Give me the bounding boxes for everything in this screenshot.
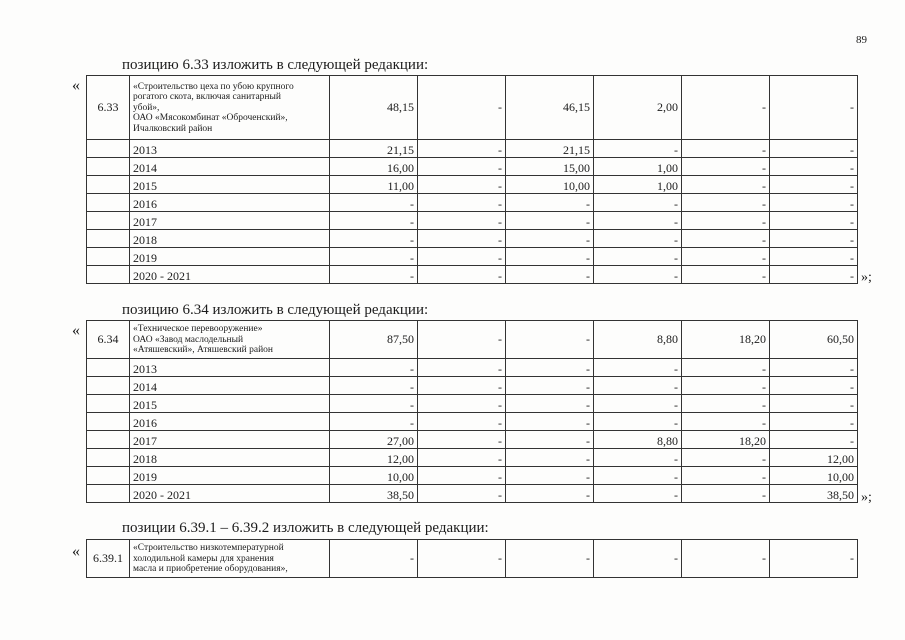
value-cell: - [330,266,418,284]
empty-cell [87,377,130,395]
value-cell: - [506,248,594,266]
year-cell: 2020 - 2021 [130,266,330,284]
value-cell: - [418,158,506,176]
value-cell: - [594,413,682,431]
value-cell: - [418,467,506,485]
value-cell: - [770,359,858,377]
value-cell: - [682,140,770,158]
empty-cell [87,158,130,176]
value-cell: 12,00 [770,449,858,467]
value-cell: 1,00 [594,176,682,194]
value-cell: - [770,377,858,395]
value-cell: 15,00 [506,158,594,176]
total-cell: - [506,321,594,359]
value-cell: - [770,158,858,176]
value-cell: - [506,449,594,467]
value-cell: - [418,485,506,503]
year-cell: 2013 [130,359,330,377]
table-row [87,140,858,158]
table-position-6-33 [86,75,858,284]
empty-cell [87,467,130,485]
value-cell: - [594,467,682,485]
total-cell: - [594,540,682,578]
quote-close-6-34: »; [861,490,872,505]
table-row [87,176,858,194]
value-cell: - [770,140,858,158]
value-cell: - [770,395,858,413]
year-cell: 2019 [130,467,330,485]
total-cell: 60,50 [770,321,858,359]
value-cell: - [682,230,770,248]
total-cell: - [682,540,770,578]
value-cell: - [682,248,770,266]
project-name-line: Ичалковский район [133,123,213,134]
value-cell: - [506,377,594,395]
value-cell: - [506,485,594,503]
value-cell: 21,15 [506,140,594,158]
year-cell: 2018 [130,449,330,467]
value-cell: - [682,467,770,485]
position-number: 6.33 [87,76,130,140]
project-name-line: ОАО «Мясокомбинат «Оброченский», [133,113,288,124]
value-cell: - [594,485,682,503]
table-row [87,212,858,230]
year-cell: 2019 [130,248,330,266]
value-cell: - [418,176,506,194]
project-name [130,540,330,578]
value-cell: - [506,395,594,413]
year-cell: 2016 [130,413,330,431]
value-cell: - [418,431,506,449]
table-row [87,467,858,485]
empty-cell [87,140,130,158]
year-cell: 2018 [130,230,330,248]
project-name-line: убой», [133,102,160,113]
value-cell: 1,00 [594,158,682,176]
total-cell: - [506,540,594,578]
project-name-line: «Строительство низкотемпературной [133,543,284,554]
year-cell: 2016 [130,194,330,212]
value-cell: - [506,359,594,377]
table-row [87,248,858,266]
empty-cell [87,395,130,413]
year-cell: 2014 [130,377,330,395]
total-cell: 2,00 [594,76,682,140]
value-cell: - [682,377,770,395]
value-cell: - [330,230,418,248]
table-row-total [87,321,858,359]
project-name-line: холодильной камеры для хранения [133,553,274,564]
project-name [130,321,330,359]
value-cell: - [330,377,418,395]
value-cell: - [594,140,682,158]
value-cell: - [506,212,594,230]
table-row [87,395,858,413]
table-row [87,413,858,431]
project-name-line: «Атяшевский», Атяшевский район [133,345,273,356]
year-cell: 2017 [130,212,330,230]
value-cell: - [594,359,682,377]
value-cell: 8,80 [594,431,682,449]
total-cell: - [418,76,506,140]
value-cell: - [418,212,506,230]
quote-open-6-39: « [72,543,80,560]
value-cell: - [770,212,858,230]
value-cell: - [682,485,770,503]
value-cell: - [682,359,770,377]
project-name-line: ОАО «Завод маслодельный [133,334,244,345]
quote-open-6-33: « [72,77,80,94]
value-cell: - [770,230,858,248]
year-cell: 2015 [130,176,330,194]
value-cell: 10,00 [770,467,858,485]
table-row [87,230,858,248]
total-cell: 8,80 [594,321,682,359]
year-cell: 2017 [130,431,330,449]
value-cell: - [594,395,682,413]
table-row [87,158,858,176]
section-heading-6-39: позиции 6.39.1 – 6.39.2 изложить в следующей редакции: [122,520,489,536]
empty-cell [87,413,130,431]
value-cell: 38,50 [330,485,418,503]
value-cell: - [770,266,858,284]
value-cell: - [770,248,858,266]
year-cell: 2014 [130,158,330,176]
table-row [87,194,858,212]
project-name-line: «Техническое перевооружение» [133,324,263,335]
table-position-6-39-1 [86,539,858,578]
value-cell: - [506,230,594,248]
total-cell: - [418,321,506,359]
page-number: 89 [856,34,867,46]
value-cell: - [682,194,770,212]
position-number: 6.34 [87,321,130,359]
quote-open-6-34: « [72,322,80,339]
value-cell: - [594,230,682,248]
empty-cell [87,359,130,377]
total-cell: - [682,76,770,140]
value-cell: - [770,431,858,449]
project-name [130,76,330,140]
total-cell: - [770,76,858,140]
table-row [87,359,858,377]
value-cell: - [594,212,682,230]
table-row [87,266,858,284]
value-cell: 21,15 [330,140,418,158]
value-cell: 27,00 [330,431,418,449]
value-cell: - [682,176,770,194]
total-cell: 18,20 [682,321,770,359]
value-cell: - [330,248,418,266]
value-cell: - [418,413,506,431]
project-name-line: «Строительство цеха по убою крупного [133,81,294,92]
value-cell: - [330,395,418,413]
value-cell: - [418,194,506,212]
value-cell: 38,50 [770,485,858,503]
table-position-6-34 [86,320,858,503]
value-cell: 10,00 [330,467,418,485]
value-cell: - [506,194,594,212]
value-cell: - [594,266,682,284]
section-heading-6-34: позицию 6.34 изложить в следующей редакции: [122,302,429,318]
empty-cell [87,230,130,248]
value-cell: - [506,431,594,449]
value-cell: - [418,395,506,413]
value-cell: - [594,377,682,395]
table-row-total [87,540,858,578]
empty-cell [87,266,130,284]
year-cell: 2015 [130,395,330,413]
value-cell: - [506,467,594,485]
value-cell: - [418,140,506,158]
position-number: 6.39.1 [87,540,130,578]
total-cell: - [330,540,418,578]
value-cell: - [770,176,858,194]
empty-cell [87,176,130,194]
table-row [87,377,858,395]
value-cell: - [594,194,682,212]
quote-close-6-33: »; [861,270,872,285]
year-cell: 2020 - 2021 [130,485,330,503]
section-heading-6-33: позицию 6.33 изложить в следующей редакции: [122,57,429,73]
value-cell: - [418,377,506,395]
value-cell: - [682,395,770,413]
value-cell: 12,00 [330,449,418,467]
value-cell: - [330,212,418,230]
total-cell: - [770,540,858,578]
table-row-total [87,76,858,140]
project-name-line: масла и приобретение оборудования», [133,564,288,575]
year-cell: 2013 [130,140,330,158]
value-cell: - [330,359,418,377]
project-name-line: рогатого скота, включая санитарный [133,92,281,103]
total-cell: 87,50 [330,321,418,359]
value-cell: - [418,359,506,377]
value-cell: - [506,266,594,284]
table-row [87,485,858,503]
value-cell: 10,00 [506,176,594,194]
value-cell: - [770,194,858,212]
value-cell: - [682,449,770,467]
empty-cell [87,194,130,212]
value-cell: - [682,158,770,176]
value-cell: 18,20 [682,431,770,449]
empty-cell [87,212,130,230]
value-cell: - [330,194,418,212]
empty-cell [87,485,130,503]
value-cell: - [418,266,506,284]
total-cell: 48,15 [330,76,418,140]
value-cell: - [594,248,682,266]
total-cell: 46,15 [506,76,594,140]
value-cell: - [418,449,506,467]
total-cell: - [418,540,506,578]
empty-cell [87,449,130,467]
value-cell: 16,00 [330,158,418,176]
empty-cell [87,248,130,266]
value-cell: - [770,413,858,431]
table-row [87,431,858,449]
value-cell: - [330,413,418,431]
value-cell: - [682,413,770,431]
value-cell: - [594,449,682,467]
value-cell: - [682,212,770,230]
value-cell: 11,00 [330,176,418,194]
value-cell: - [418,230,506,248]
value-cell: - [682,266,770,284]
empty-cell [87,431,130,449]
table-row [87,449,858,467]
value-cell: - [418,248,506,266]
value-cell: - [506,413,594,431]
